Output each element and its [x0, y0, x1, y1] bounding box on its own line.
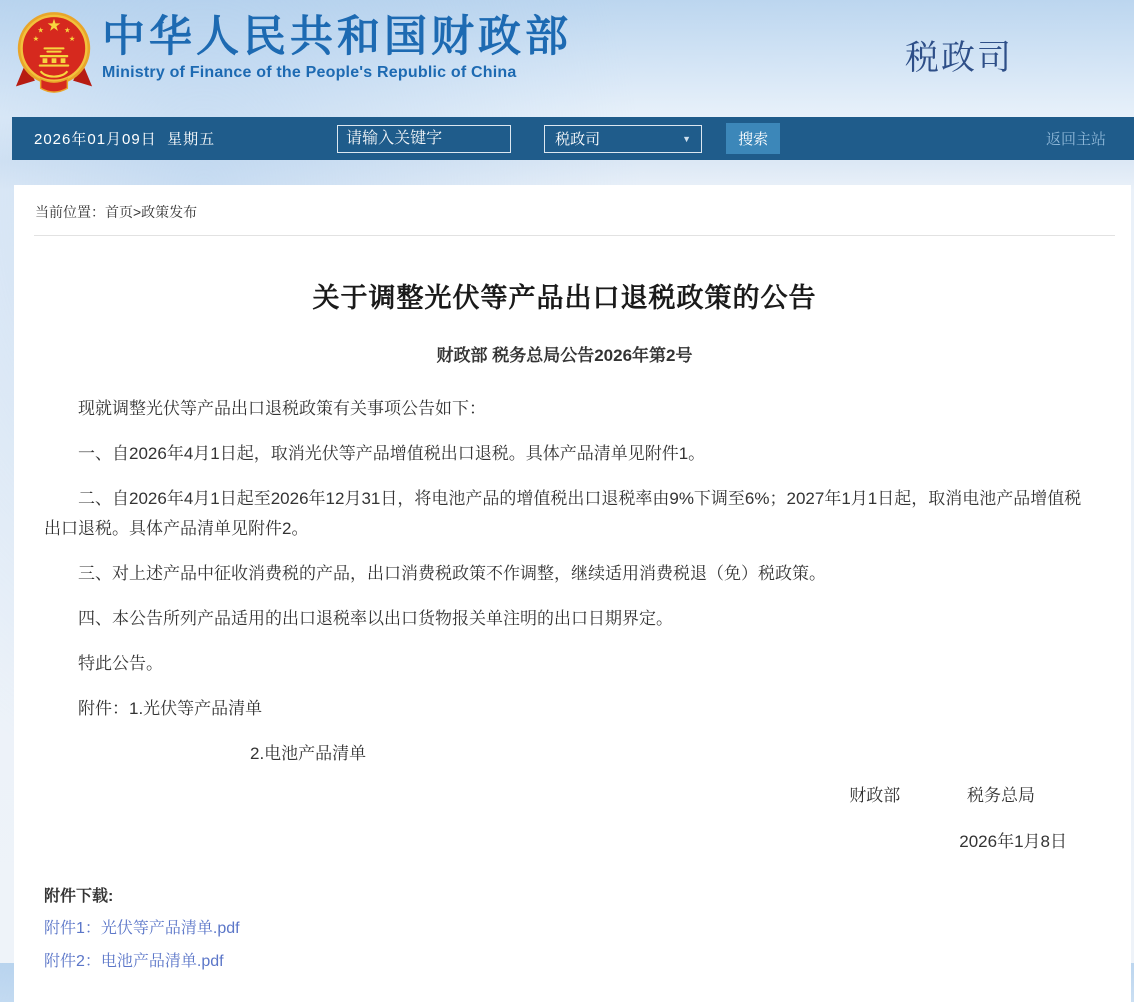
search-scope-value: 税政司 — [555, 131, 601, 148]
attachment-downloads — [14, 857, 1131, 972]
announcement-article — [14, 276, 1131, 857]
department-name: 税政司 — [905, 39, 1013, 77]
ministry-name-zh: 中华人民共和国财政部 — [102, 13, 572, 61]
china-national-emblem-icon — [14, 10, 94, 103]
attachment-2-pdf-link[interactable]: 附件2：电池产品清单.pdf — [44, 953, 224, 970]
signer-mof: 财政部 — [849, 786, 901, 805]
signer-taxation: 税务总局 — [967, 786, 1035, 805]
ministry-name-en: Ministry of Finance of the People's Republic of China — [102, 64, 517, 81]
search-button[interactable]: 搜索 — [726, 123, 780, 154]
announcement-closing: 特此公告。 — [78, 654, 163, 673]
announcement-title: 关于调整光伏等产品出口退税政策的公告 — [312, 283, 817, 313]
content-card — [14, 185, 1131, 1002]
top-navbar — [12, 117, 1134, 160]
announcement-paragraph-4: 四、本公告所列产品适用的出口退税率以出口货物报关单注明的出口日期界定。 — [78, 609, 673, 628]
breadcrumb-path[interactable]: 首页>政策发布 — [105, 204, 198, 220]
search-input[interactable] — [337, 125, 511, 153]
signing-date: 2026年1月8日 — [959, 832, 1067, 851]
downloads-label: 附件下载: — [44, 888, 114, 905]
announcement-paragraph-intro: 现就调整光伏等产品出口退税政策有关事项公告如下： — [78, 399, 486, 418]
attachment-1-pdf-link[interactable]: 附件1：光伏等产品清单.pdf — [44, 920, 240, 937]
ministry-brand — [102, 14, 572, 82]
document-number: 财政部 税务总局公告2026年第2号 — [436, 346, 693, 365]
breadcrumb-divider — [34, 235, 1115, 236]
site-header — [0, 0, 1134, 117]
breadcrumb-label: 当前位置： — [35, 204, 105, 220]
attachment-list-item-2: 2.电池产品清单 — [250, 744, 367, 763]
current-date: 2026年01月09日 星期五 — [34, 131, 216, 148]
search-scope-dropdown[interactable] — [544, 125, 702, 153]
announcement-paragraph-1: 一、自2026年4月1日起，取消光伏等产品增值税出口退税。具体产品清单见附件1。 — [78, 444, 706, 463]
announcement-paragraph-2: 二、自2026年4月1日起至2026年12月31日，将电池产品的增值税出口退税率由9%下调至6%；2027年1月1日起，取消电池产品增值税出口退税。具体产品清单见附件2。 — [44, 489, 1082, 538]
return-home-link[interactable]: 返回主站 — [1045, 131, 1106, 148]
attachment-list-item-1: 附件：1.光伏等产品清单 — [78, 699, 263, 718]
chevron-down-icon: ▼ — [682, 133, 692, 144]
breadcrumb — [14, 185, 1131, 235]
announcement-paragraph-3: 三、对上述产品中征收消费税的产品，出口消费税政策不作调整，继续适用消费税退（免）税政策。 — [78, 564, 826, 583]
signing-authorities — [44, 781, 1085, 811]
